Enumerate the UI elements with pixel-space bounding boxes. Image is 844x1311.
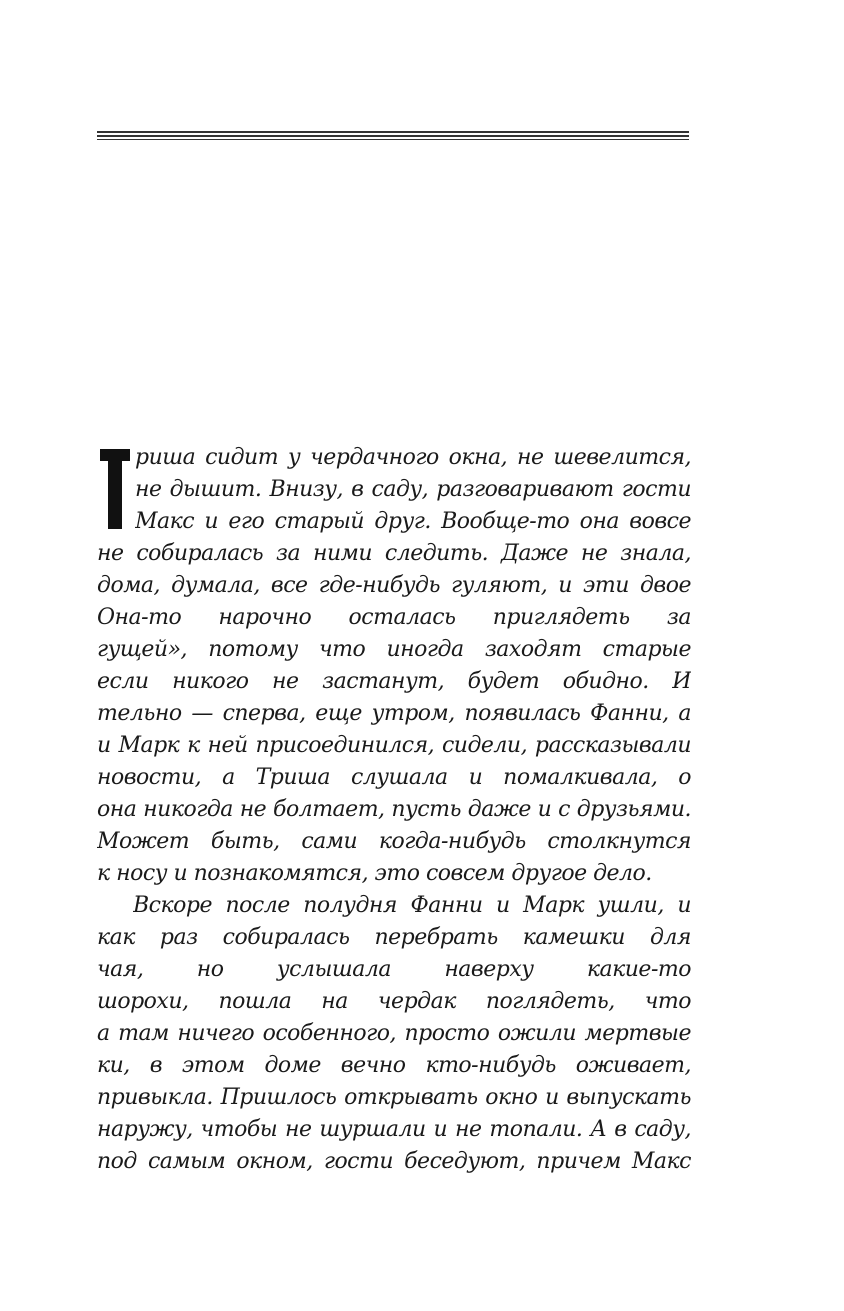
text-line: шорохи, пошла на чердак поглядеть, что: [97, 989, 691, 1014]
text-line: под самым окном, гости беседуют, причем Макс: [97, 1149, 691, 1174]
text-line: Вскоре после полудня Фанни и Марк ушли, и: [133, 893, 691, 918]
text-line: наружу, чтобы не шуршали и не топали. А в саду,: [97, 1117, 691, 1142]
text-line: не дышит. Внизу, в саду, разговаривают гости: [135, 477, 691, 502]
text-line: к носу и познакомятся, это совсем другое дело.: [97, 861, 652, 886]
text-line: новости, а Триша слушала и помалкивала, о: [97, 765, 691, 790]
text-line: гущей», потому что иногда заходят старые: [97, 637, 691, 662]
rule-line: [97, 135, 689, 137]
text-line: чая, но услышала наверху какие-то: [97, 957, 691, 982]
text-line: как раз собиралась перебрать камешки для: [97, 925, 691, 950]
text-line: тельно — сперва, еще утром, появилась Фанни, а: [97, 701, 691, 726]
text-line: и Марк к ней присоединился, сидели, рассказывали: [97, 733, 691, 758]
text-line: Макс и его старый друг. Вообще-то она вовсе: [135, 509, 691, 534]
rule-line: [97, 139, 689, 140]
rule-line: [97, 131, 689, 133]
text-line: привыкла. Пришлось открывать окно и выпускать: [97, 1085, 691, 1110]
text-line: она никогда не болтает, пусть даже и с друзьями.: [97, 797, 691, 822]
drop-cap: [100, 449, 130, 529]
text-line: не собиралась за ними следить. Даже не знала,: [97, 541, 691, 566]
drop-cap-stem: [108, 457, 122, 529]
text-line: ки, в этом доме вечно кто-нибудь оживает,: [97, 1053, 691, 1078]
text-line: если никого не застанут, будет обидно. И: [97, 669, 691, 694]
text-line: Может быть, сами когда-нибудь столкнутся: [97, 829, 691, 854]
text-line: Она-то нарочно осталась приглядеть за: [97, 605, 691, 630]
text-line: риша сидит у чердачного окна, не шевелится,: [135, 445, 691, 470]
text-line: дома, думала, все где-нибудь гуляют, и эти двое: [97, 573, 691, 598]
text-line: а там ничего особенного, просто ожили мертвые: [97, 1021, 691, 1046]
